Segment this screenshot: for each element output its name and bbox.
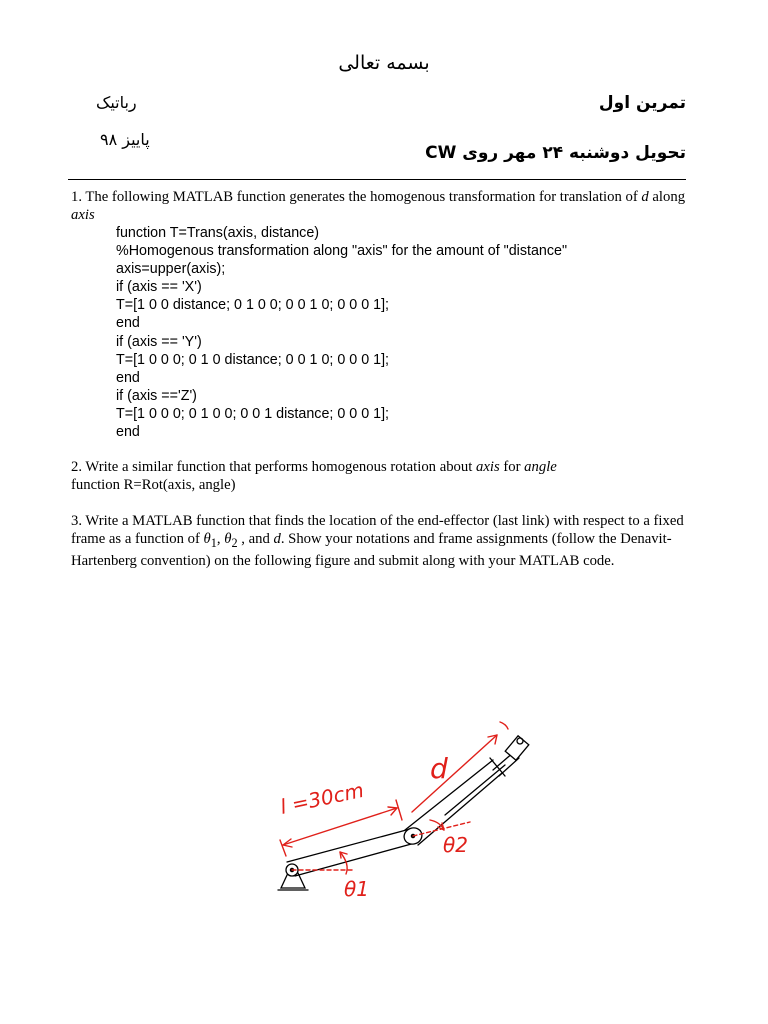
due-date: تحویل دوشنبه ۲۴ مهر روی CW xyxy=(425,143,686,163)
header-divider xyxy=(68,179,686,180)
theta2-label: θ2 xyxy=(443,833,468,857)
code-line: if (axis == 'X') xyxy=(116,279,202,296)
page-title: بسمه تعالی xyxy=(338,52,430,74)
q3-text1: 3. Write a MATLAB function that finds the location of the end-effector (last link) with respect to a fixed frame as a function of xyxy=(71,513,684,547)
homework-title: تمرین اول xyxy=(598,93,686,113)
link2-inner-line xyxy=(445,765,505,815)
code-line: %Homogenous transformation along "axis" for the amount of "distance" xyxy=(116,243,568,260)
code-line: T=[1 0 0 0; 0 1 0 distance; 0 0 1 0; 0 0 0 1]; xyxy=(116,351,390,368)
q2-text: 2. Write a similar function that performs homogenous rotation about xyxy=(71,459,476,475)
code-block xyxy=(116,224,567,441)
theta1-label: θ1 xyxy=(344,877,369,901)
q2-var-angle: angle xyxy=(524,459,557,475)
code-line: T=[1 0 0 0; 0 1 0 0; 0 0 1 distance; 0 0 0 1]; xyxy=(116,405,390,422)
length-label: l =30cm xyxy=(278,777,366,819)
d-label: d xyxy=(430,752,448,785)
q1-mid: along xyxy=(648,189,686,205)
q1-text: 1. The following MATLAB function generates the homogenous transformation for translation of xyxy=(71,189,642,205)
link1-upper-edge xyxy=(287,829,410,862)
q3-sep2: , and xyxy=(237,531,274,547)
code-line: if (axis =='Z') xyxy=(116,387,197,404)
robot-arm-drawing xyxy=(278,736,529,890)
length-tick-left xyxy=(280,840,286,856)
link1-lower-edge xyxy=(295,843,415,876)
q3-text2: . Show your notations and frame assignments (follow the Denavit-Hartenberg convention) on the following figure and submit along with your MATLAB code. xyxy=(71,531,672,569)
q3-theta2-sym: θ xyxy=(224,531,232,547)
code-line: if (axis == 'Y') xyxy=(116,333,202,350)
q2-mid: for xyxy=(499,459,525,475)
question-2 xyxy=(71,458,711,494)
code-line: function T=Trans(axis, distance) xyxy=(116,225,320,241)
code-line: end xyxy=(116,315,140,332)
question-3 xyxy=(71,512,711,570)
question-1 xyxy=(71,188,711,224)
q1-var-axis: axis xyxy=(71,207,95,223)
q3-theta1-sym: θ xyxy=(203,531,211,547)
d-tick-top xyxy=(500,722,508,729)
code-line: end xyxy=(116,424,140,441)
q3-theta1-sub: 1 xyxy=(210,535,217,550)
d-dimension-line xyxy=(412,735,497,812)
q2-var-axis: axis xyxy=(476,459,500,475)
robot-arm-figure xyxy=(250,700,550,910)
q3-sep1: , xyxy=(216,531,225,547)
code-line: axis=upper(axis); xyxy=(116,261,226,278)
length-tick-right xyxy=(396,800,402,820)
q1-var-d: d xyxy=(641,189,649,205)
q3-var-d: d xyxy=(273,531,281,547)
semester: پاییز ۹۸ xyxy=(100,130,150,149)
link2-outer-edge-a xyxy=(405,760,493,830)
q3-theta2-sub: 2 xyxy=(231,535,238,550)
course-name: رباتیک xyxy=(96,93,137,112)
code-line: T=[1 0 0 distance; 0 1 0 0; 0 0 1 0; 0 0 0 1]; xyxy=(116,297,390,314)
q2-signature: function R=Rot(axis, angle) xyxy=(71,477,236,493)
code-line: end xyxy=(116,369,140,386)
